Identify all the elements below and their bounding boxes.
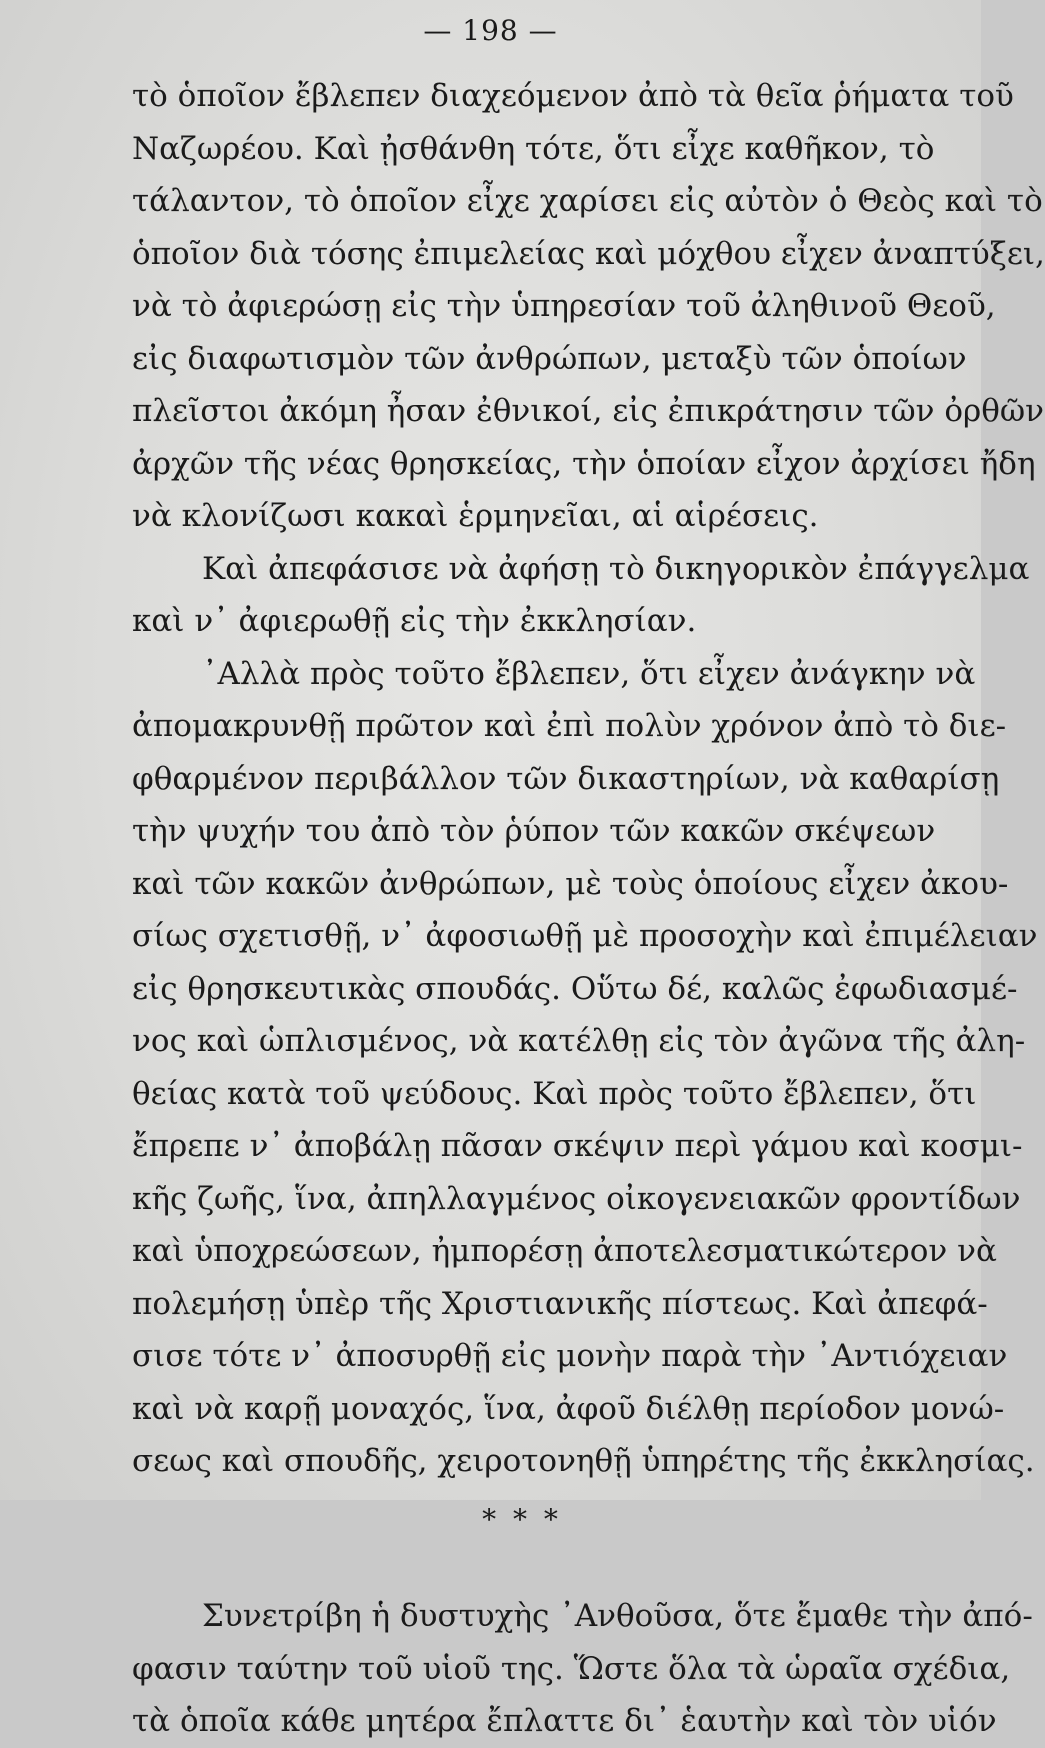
section-spacer [132, 1546, 912, 1590]
text-line: νὰ τὸ ἀφιερώσῃ εἰς τὴν ὑπηρεσίαν τοῦ ἀληθινοῦ Θεοῦ, [132, 288, 996, 324]
text-line: καὶ τῶν κακῶν ἀνθρώπων, μὲ τοὺς ὁποίους εἶχεν ἀκου- [132, 865, 1009, 902]
section-separator: * * * [482, 1502, 562, 1536]
text-line: νὰ κλονίζωσι κακαὶ ἑρμηνεῖαι, αἱ αἱρέσεις. [132, 498, 819, 534]
text-line: καὶ νὰ καρῇ μοναχός, ἵνα, ἀφοῦ διέλθῃ περίοδον μονώ- [132, 1390, 1005, 1427]
text-line: ἔπρεπε ν᾽ ἀποβάλῃ πᾶσαν σκέψιν περὶ γάμου καὶ κοσμι- [132, 1128, 1023, 1164]
text-line: πολεμήσῃ ὑπὲρ τῆς Χριστιανικῆς πίστεως. Καὶ ἀπεφά- [132, 1285, 988, 1322]
text-line: σισε τότε ν᾽ ἀποσυρθῇ εἰς μονὴν παρὰ τὴν ᾽Αντιόχειαν [132, 1338, 1008, 1374]
text-line: τὴν ψυχήν του ἀπὸ τὸν ῥύπον τῶν κακῶν σκέψεων [132, 813, 936, 849]
page-number: — 198 — [423, 14, 558, 47]
text-line: φθαρμένον περιβάλλον τῶν δικαστηρίων, νὰ καθαρίσῃ [132, 760, 1000, 797]
text-line: καὶ ν᾽ ἀφιερωθῇ εἰς τὴν ἐκκλησίαν. [132, 603, 697, 639]
text-line: καὶ ὑποχρεώσεων, ἠμπορέσῃ ἀποτελεσματικώτερον νὰ [132, 1233, 997, 1269]
text-line: κῆς ζωῆς, ἵνα, ἀπηλλαγμένος οἰκογενειακῶν φροντίδων [132, 1180, 1021, 1217]
text-line: Καὶ ἀπεφάσισε νὰ ἀφήσῃ τὸ δικηγορικὸν ἐπάγγελμα [202, 550, 1030, 587]
text-line: εἰς διαφωτισμὸν τῶν ἀνθρώπων, μεταξὺ τῶν ὁποίων [132, 340, 967, 377]
text-line: σεως καὶ σπουδῆς, χειροτονηθῇ ὑπηρέτης τῆς ἐκκλησίας. [132, 1443, 1035, 1479]
text-line: φασιν ταύτην τοῦ υἱοῦ της. Ὥστε ὅλα τὰ ὡραῖα σχέδια, [132, 1650, 1011, 1687]
text-line: ᾽Αλλὰ πρὸς τοῦτο ἔβλεπεν, ὅτι εἶχεν ἀνάγκην νὰ [202, 655, 976, 692]
body-text [132, 70, 1045, 1748]
text-line: τάλαντον, τὸ ὁποῖον εἶχε χαρίσει εἰς αὐτὸν ὁ Θεὸς καὶ τὸ [132, 183, 1043, 219]
text-line: ἀρχῶν τῆς νέας θρησκείας, τὴν ὁποίαν εἶχον ἀρχίσει ἤδη [132, 445, 1036, 482]
text-line: πλεῖστοι ἀκόμη ἦσαν ἐθνικοί, εἰς ἐπικράτησιν τῶν ὀρθῶν [132, 393, 1045, 429]
text-line: ἀπομακρυνθῇ πρῶτον καὶ ἐπὶ πολὺν χρόνον ἀπὸ τὸ διε- [132, 708, 1007, 744]
text-line: σίως σχετισθῇ, ν᾽ ἀφοσιωθῇ μὲ προσοχὴν καὶ ἐπιμέλειαν [132, 918, 1038, 954]
text-line: ὁποῖον διὰ τόσης ἐπιμελείας καὶ μόχθου εἶχεν ἀναπτύξει, [132, 235, 1045, 272]
text-line: θείας κατὰ τοῦ ψεύδους. Καὶ πρὸς τοῦτο ἔβλεπεν, ὅτι [132, 1075, 977, 1112]
text-line: τὸ ὁποῖον ἔβλεπεν διαχεόμενον ἀπὸ τὰ θεῖα ῥήματα τοῦ [132, 78, 1014, 114]
text-line: τὰ ὁποῖα κάθε μητέρα ἔπλαττε δι᾽ ἑαυτὴν καὶ τὸν υἱόν [132, 1703, 997, 1739]
text-line: νος καὶ ὡπλισμένος, νὰ κατέλθῃ εἰς τὸν ἀγῶνα τῆς ἀλη- [132, 1023, 1026, 1059]
text-line: Συνετρίβη ἡ δυστυχὴς ᾽Ανθοῦσα, ὅτε ἔμαθε τὴν ἀπό- [202, 1598, 1033, 1634]
text-line: Ναζωρέου. Καὶ ᾐσθάνθη τότε, ὅτι εἶχε καθῆκον, τὸ [132, 130, 935, 167]
text-line: εἰς θρησκευτικὰς σπουδάς. Οὕτω δέ, καλῶς ἐφωδιασμέ- [132, 970, 1018, 1007]
